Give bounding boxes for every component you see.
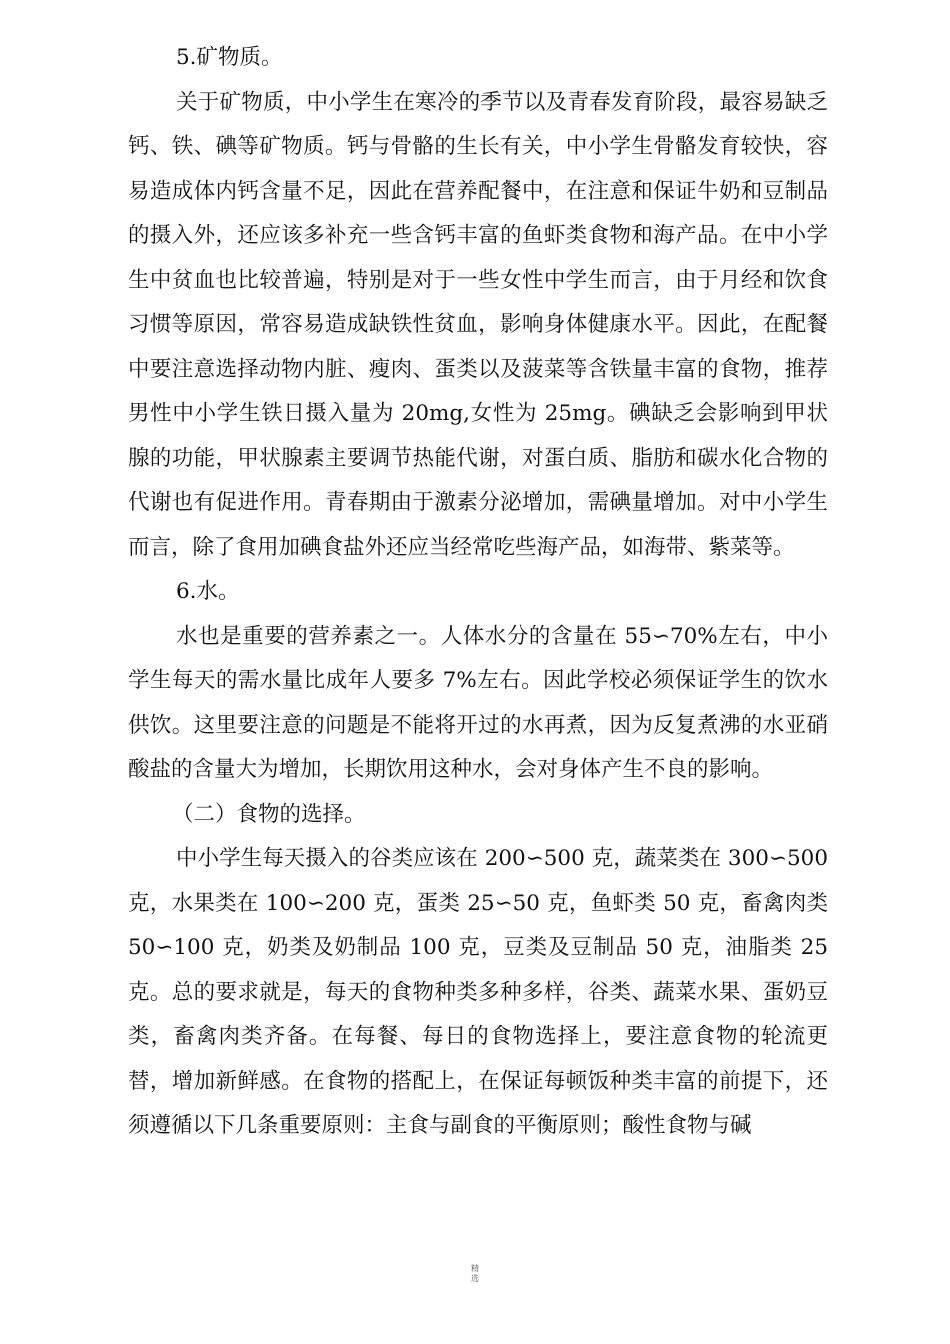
section-body-minerals: 关于矿物质，中小学生在寒冷的季节以及青春发育阶段，最容易缺乏钙、铁、碘等矿物质。钙与骨骼的生长有关，中小学生骨骼发育较快，容易造成体内钙含量不足，因此在营养配餐中，在注意和保证牛奶和豆制品的摄入外，还应该多补充一些含钙丰富的鱼虾类食物和海产品。在中小学生中贫血也比较普遍，特别是对于一些女性中学生而言，由于月经和饮食习惯等原因，常容易造成缺铁性贫血，影响身体健康水平。因此，在配餐中要注意选择动物内脏、瘦肉、蛋类以及菠菜等含铁量丰富的食物，推荐男性中小学生铁日摄入量为 20mg,女性为 25mg。碘缺乏会影响到甲状腺的功能，甲状腺素主要调节热能代谢，对蛋白质、脂肪和碳水化合物的代谢也有促进作用。青春期由于激素分泌增加，需碘量增加。对中小学生而言，除了食用加碘食盐外还应当经常吃些海产品，如海带、紫菜等。	[128, 89, 828, 560]
section-body-food-selection: 中小学生每天摄入的谷类应该在 200∽500 克，蔬菜类在 300∽500克，水果类在 100∽200 克，蛋类 25∽50 克，鱼虾类 50 克，畜禽肉类 50∽100 克，奶类及奶制品 100 克，豆类及豆制品 50 克，油脂类 25 克。总的要求就是，每天的食物种类多种多样，谷类、蔬菜水果、蛋奶豆类，畜禽肉类齐备。在每餐、每日的食物选择上，要注意食物的轮流更替，增加新鲜感。在食物的搭配上，在保证每顿饭种类丰富的前提下，还须遵循以下几条重要原则：主食与副食的平衡原则；酸性食物与碱	[128, 846, 828, 1138]
section-heading-water: 6.水。	[176, 579, 240, 604]
page-footer	[0, 1264, 950, 1284]
footer-line-1: 精	[471, 1264, 479, 1273]
section-body-water: 水也是重要的营养素之一。人体水分的含量在 55∽70%左右，中小学生每天的需水量比成年人要多 7%左右。因此学校必须保证学生的饮水供饮。这里要注意的问题是不能将开过的水再煮，因为反复煮沸的水亚硝酸盐的含量大为增加，长期饮用这种水，会对身体产生不良的影响。	[128, 623, 828, 782]
section-heading-minerals: 5.矿物质。	[176, 45, 283, 70]
footer-line-2: 选	[471, 1274, 479, 1283]
section-heading-food-selection: （二）食物的选择。	[172, 801, 366, 827]
document-page	[128, 36, 828, 1149]
